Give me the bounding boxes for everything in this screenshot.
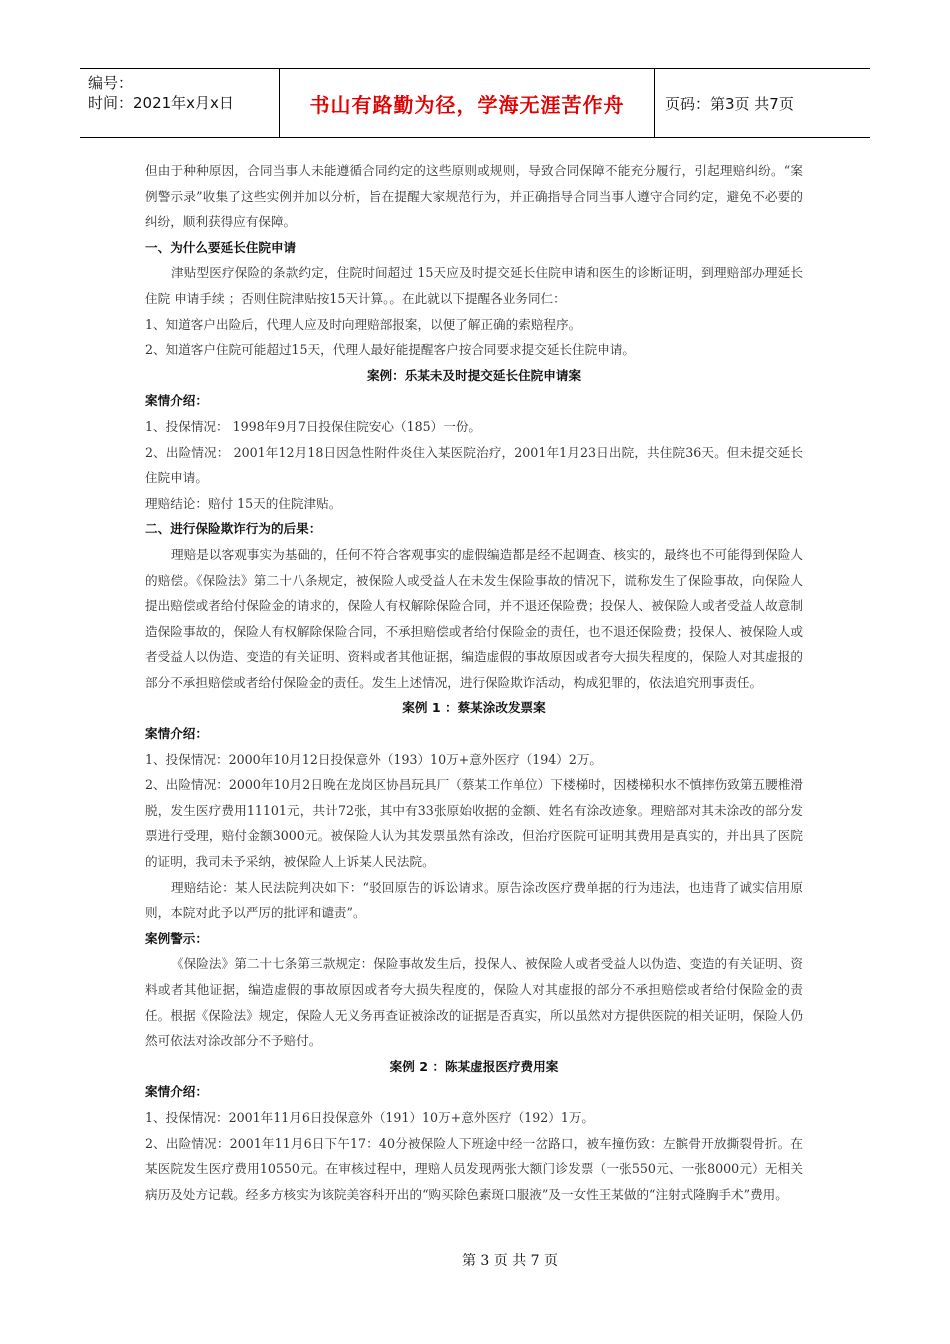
- paragraph: 理赔结论：某人民法院判决如下：“驳回原告的诉讼请求。原告涂改医疗费单据的行为违法，也违背了诚实信用原则，本院对此予以严厉的批评和谴责”。: [145, 879, 803, 921]
- section-heading: 二、进行保险欺诈行为的后果：: [145, 521, 322, 537]
- paragraph: 1、投保情况： 1998年9月7日投保住院安心（185）一份。: [145, 418, 482, 434]
- document-number-label: 编号：: [88, 74, 134, 92]
- page-header: [80, 68, 870, 138]
- section-heading: 案情介绍：: [145, 393, 208, 409]
- header-slogan: 书山有路勤为径，学海无涯苦作舟: [309, 92, 625, 117]
- header-slogan-cell: [280, 69, 655, 137]
- section-heading: 案情介绍：: [145, 1084, 208, 1100]
- section-heading: 一、为什么要延长住院申请: [145, 239, 297, 255]
- section-heading: 案情介绍：: [145, 726, 208, 742]
- document-body: [145, 158, 803, 1207]
- paragraph: 2、出险情况： 2001年12月18日因急性附件炎住入某医院治疗，2001年1月23日出院，共住院36天。但未提交延长住院申请。: [145, 444, 803, 486]
- header-page-number: 页码：第3页 共7页: [665, 94, 794, 113]
- paragraph: 《保险法》第二十七条第三款规定：保险事故发生后，投保人、被保险人或者受益人以伪造、变造的有关证明、资料或者其他证据，编造虚假的事故原因或者夸大损失程度的，保险人对其虚报的部分不承担赔偿或者给付保险金的责任。根据《保险法》规定，保险人无义务再查证被涂改的证据是否真实，所以虽然对方提供医院的相关证明，保险人仍然可依法对涂改部分不予赔付。: [145, 956, 803, 1049]
- paragraph: 1、投保情况：2001年11月6日投保意外（191）10万+意外医疗（192）1万。: [145, 1109, 595, 1125]
- case-title: 案例 1 ：蔡某涂改发票案: [402, 700, 546, 716]
- header-meta: [80, 69, 280, 137]
- page-footer: [0, 1250, 950, 1270]
- section-heading: 案例警示：: [145, 930, 208, 946]
- footer-page-number: 第 3 页 共 7 页: [461, 1253, 559, 1269]
- paragraph: 津贴型医疗保险的条款约定，住院时间超过 15天应及时提交延长住院申请和医生的诊断证明，到理赔部办理延长住院 申请手续 ；否则住院津贴按15天计算。。在此就以下提醒各业务同仁：: [145, 265, 803, 306]
- case-title: 案例：乐某未及时提交延长住院申请案: [366, 367, 582, 383]
- paragraph: 但由于种种原因，合同当事人未能遵循合同约定的这些原则或规则，导致合同保障不能充分履行，引起理赔纠纷。“案例警示录”收集了这些实例并加以分析，旨在提醒大家规范行为，并正确指导合同当事人遵守合同约定，避免不必要的纠纷，顺利获得应有保障。: [145, 163, 803, 230]
- paragraph: 理赔是以客观事实为基础的，任何不符合客观事实的虚假编造都是经不起调查、核实的，最终也不可能得到保险人的赔偿。《保险法》第二十八条规定，被保险人或受益人在未发生保险事故的情况下，谎称发生了保险事故，向保险人提出赔偿或者给付保险金的请求的，保险人有权解除保险合同，并不退还保险费；投保人、被保险人或者受益人故意制造保险事故的，保险人有权解除保险合同，不承担赔偿或者给付保险金的责任，也不退还保险费；投保人、被保险人或者受益人以伪造、变造的有关证明、资料或者其他证据，编造虚假的事故原因或者夸大损失程度的，保险人对其虚报的部分不承担赔偿或者给付保险金的责任。发生上述情况，进行保险欺诈活动，构成犯罪的，依法追究刑事责任。: [145, 546, 803, 690]
- paragraph: 理赔结论：赔付 15天的住院津贴。: [145, 495, 342, 511]
- paragraph: 1、知道客户出险后，代理人应及时向理赔部报案，以便了解正确的索赔程序。: [145, 316, 582, 332]
- paragraph: 2、出险情况：2000年10月2日晚在龙岗区协昌玩具厂（蔡某工作单位）下楼梯时，因楼梯积水不慎摔伤致第五腰椎滑脱，发生医疗费用11101元，共计72张，其中有33张原始收据的金额、姓名有涂改迹象。理赔部对其未涂改的部分发票进行受理，赔付金额3000元。被保险人认为其发票虽然有涂改，但治疗医院可证明其费用是真实的，并出具了医院的证明，我司未予采纳，被保险人上诉某人民法院。: [145, 777, 803, 870]
- paragraph: 1、投保情况：2000年10月12日投保意外（193）10万+意外医疗（194）2万。: [145, 751, 603, 767]
- case-title: 案例 2 ：陈某虚报医疗费用案: [389, 1058, 559, 1074]
- paragraph: 2、知道客户住院可能超过15天，代理人最好能提醒客户按合同要求提交延长住院申请。: [145, 342, 636, 358]
- paragraph: 2、出险情况：2001年11月6日下午17：40分被保险人下班途中经一岔路口，被车撞伤致：左髌骨开放撕裂骨折。在某医院发生医疗费用10550元。在审核过程中，理赔人员发现两张大额门诊发票（一张550元、一张8000元）无相关病历及处方记载。经多方核实为该院美容科开出的“购买除色素斑口服液”及一女性王某做的“注射式隆胸手术”费用。: [145, 1135, 803, 1202]
- document-date-label: 时间：2021年x月x日: [88, 94, 234, 112]
